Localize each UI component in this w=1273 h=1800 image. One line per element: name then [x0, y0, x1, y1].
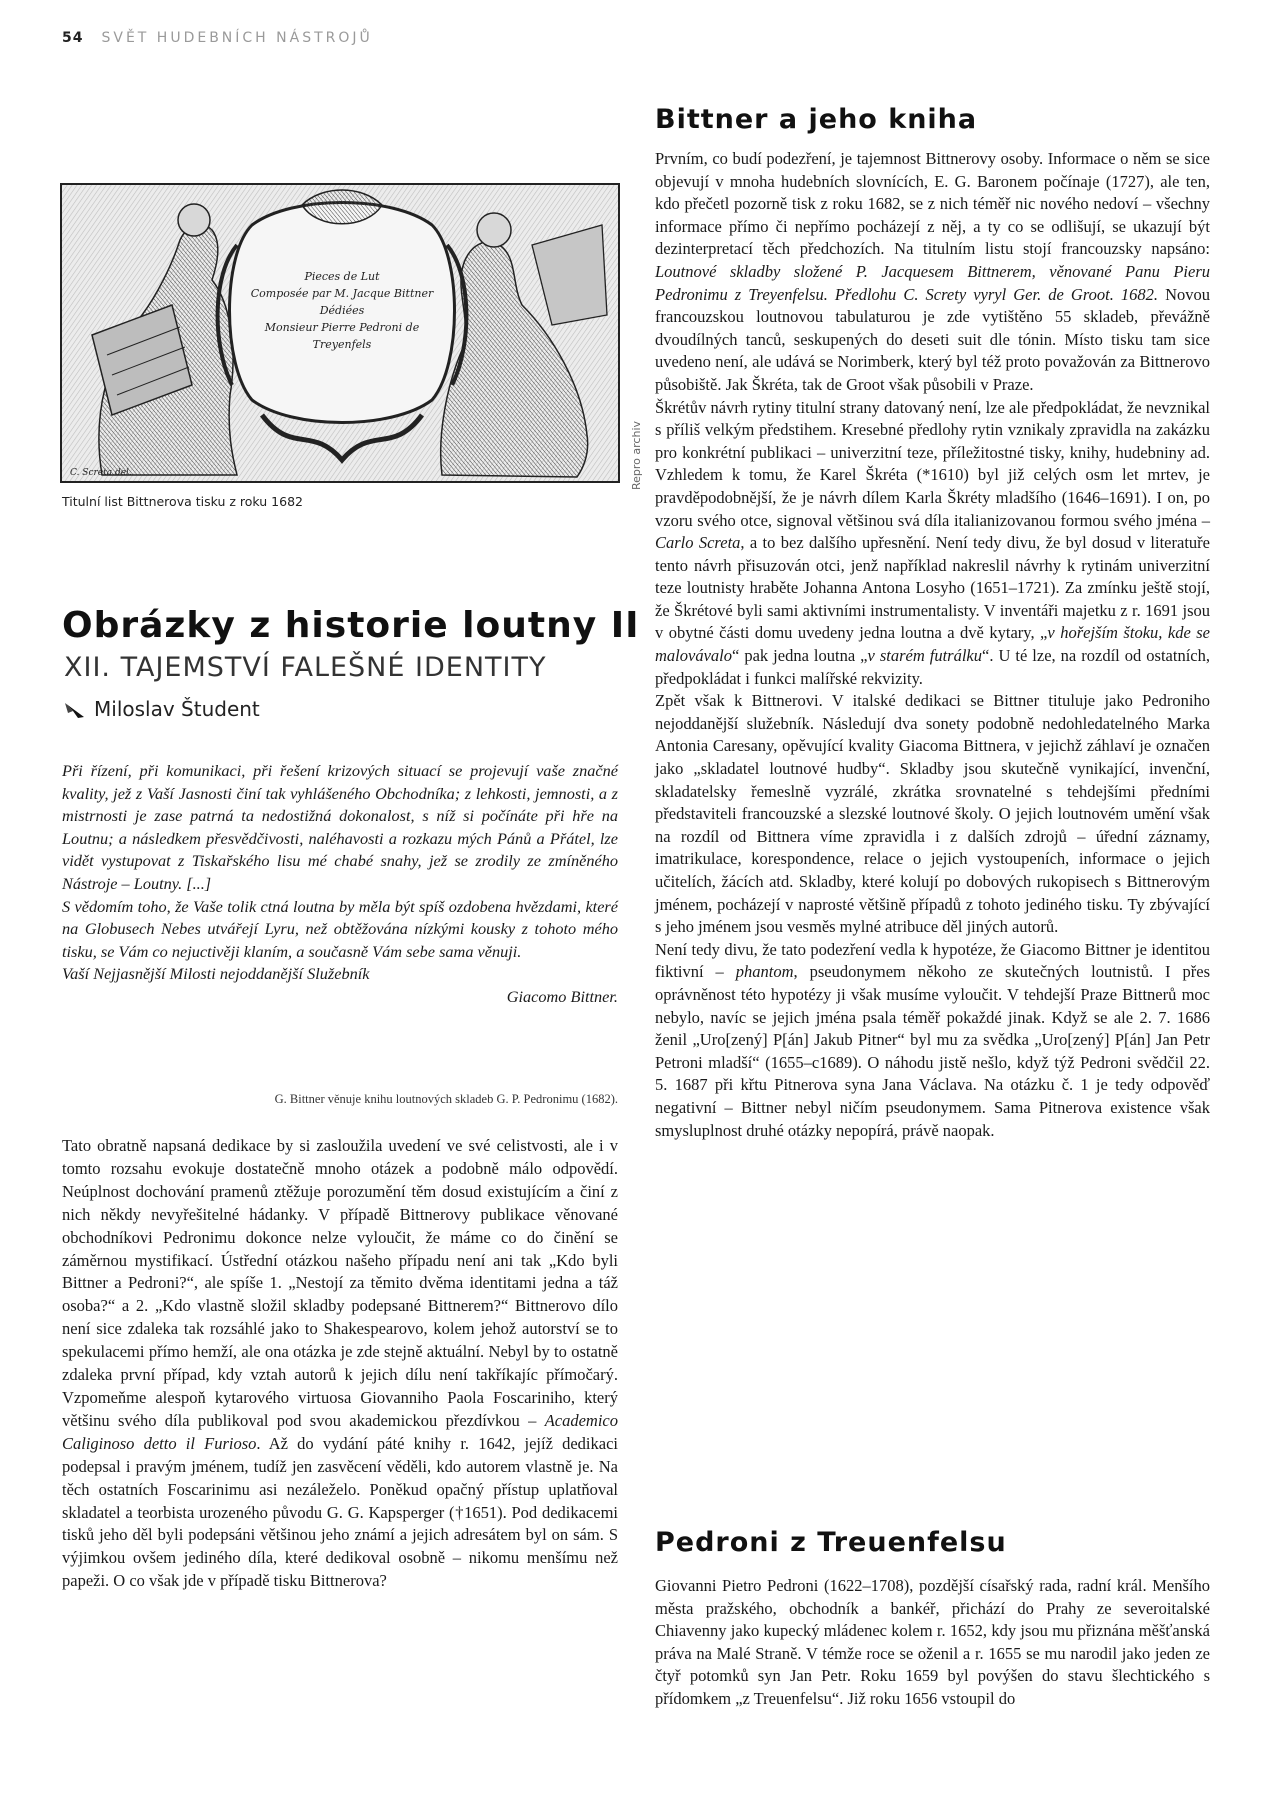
body-paragraph	[655, 148, 1210, 397]
text-run: “ pak jedna loutna „	[731, 646, 868, 666]
figure-caption: Titulní list Bittnerova tisku z roku 1682	[62, 494, 303, 509]
cartouche-line-3: Dédiées	[319, 304, 365, 317]
dedication-quote	[62, 760, 618, 1009]
engraving-illustration	[62, 185, 618, 481]
text-run: Škrétův návrh rytiny titulní strany datovaný není, lze ale předpokládat, že nevznikal s příliš velkým předstihem. Kresebné předlohy rytin vznikaly zpravidla na zakázku pro konkrétní publikaci – univerzitní teze, příležitostné tisky, knihy, hudebniny ad. Vzhledem k tomu, že Karel Škréta (*1610) byl již celých osm let mrtev, je pravděpodobnější, že je návrh dílem Karla Škréty mladšího (1646–1691). I on, po vzoru svého otce, signoval většinou svá díla italianizovanou formou svého jména –	[655, 397, 1210, 530]
text-run: . Až do vydání páté knihy r. 1642, jejíž dedikaci podepsal i pravým jménem, tudíž jen zasvěcení věděli, kdo autorem vlastně je. Na těch ostatních Foscarinimu asi nezáleželo. Poněkud opačný přístup uplatňoval skladatel a teorbista urozeného původu G. G. Kapsperger (†1651). Pod dedikacemi tisků jeho děl byli podepsáni většinou jeho známí a jejich adresátem byl on sám. S výjimkou ovšem jediného díla, které dedikoval osobně – nikomu menšímu než papeži. O co však jde v případě tisku Bittnerova?	[62, 1433, 618, 1591]
dedication-closing: Vaší Nejjasnější Milosti nejoddanější Služebník	[62, 964, 370, 984]
text-run: , pseudonymem někoho ze skutečných loutnistů. I přes oprávněnost této hypotézy ji však musíme vyloučit. V tehdejší Praze Bittnerů moc nebylo, navíc se jejich jména psala téměř pokaždé jinak. Když se ale 2. 7. 1686 ženil „Uro[zený] P[án] Jakub Pitner“ byl mu za svědka „Uro[zený] P[án] Jan Petr Petroni mladší“ (1655–c1689). O náhodu jistě nešlo, když týž Pedroni svědčil 22. 5. 1687 při křtu Pitnerova syna Jana Václava. Na otázku č. 1 je tedy odpověď negativní – Bittner nebyl ničím pseudonymem. Sama Pitnerova existence však smysluplnost druhé otázky nepopírá, právě naopak.	[655, 962, 1210, 1140]
magazine-section-title: SVĚT HUDEBNÍCH NÁSTROJŮ	[101, 30, 373, 46]
italic-run: v hořejším štoku, kde se malovávalo	[655, 623, 1211, 666]
engraver-mark: C. Screta del.	[70, 468, 132, 478]
body-paragraph	[62, 1135, 618, 1593]
cartouche-line-5: Treyenfels	[312, 338, 372, 351]
italic-run: Academico Caliginoso detto il Furioso	[62, 1410, 618, 1453]
body-paragraph	[655, 397, 1210, 691]
body-paragraph	[655, 939, 1210, 1142]
photo-credit-text: Repro archiv	[630, 420, 643, 490]
title-page-engraving	[60, 183, 620, 483]
section-heading-pedroni: Pedroni z Treuenfelsu	[655, 1527, 1007, 1558]
text-run: , a to bez dalšího upřesnění. Není tedy divu, že byl dosud v literatuře tento návrh přisuzován otci, jenž například nakreslil návrhy k rytinám univerzitní teze loutnisty hraběte Johanna Antona Losyho (1651–1721). Za zmínku ještě stojí, že Škrétové byli sami aktivními instrumentalisty. V inventáři majetku z r. 1691 jsou v obytné části domu uvedeny jedna loutna a dvě kytary, „	[655, 533, 1210, 643]
dedication-paragraph: S vědomím toho, že Vaše tolik ctná loutna by měla být spíš ozdobena hvězdami, které na Globusech Nebes utvářejí Lyru, než obtěžována nízkými kousky z tohoto mého tisku, se Vám co nejuctivěji klaním, a současně Vám sebe sama věnuji.	[62, 896, 618, 961]
body-paragraph: Zpět však k Bittnerovi. V italské dedikaci se Bittner tituluje jako Pedroniho nejoddanější služebník. Následují dva sonety podobně nedohledatelného Marka Antonia Caresany, opěvující kvality Giacoma Bittnera, v jejichž záhlaví je označen jako „skladatel loutnové hudby“. Skladby jsou skutečně vynikající, invenční, skladatelsky řemeslně vyzrálé, zkrátka srovnatelné s tehdejšími předními představiteli francouzské a slezské loutnové školy. O jejich loutnovém umění však na rozdíl od Bittnera víme zpravidla i z dalších zdrojů – úřední záznamy, imatrikulace, korespondence, relace o jejich vystoupeních, informace o jejich učitelích, žácích atd. Skladby, které kolují po dobových rukopisech s Bittnerovým jménem, pocházejí v naprosté většině případů z tohoto jediného tisku. Ty zbývající s jeho jménem jsou vesměs mylné atribuce děl jiných autorů.	[655, 691, 1210, 937]
text-run: Novou francouzskou loutnovou tabulaturou je zde vytištěno 55 skladeb, převážně dvoudílných tanců, seskupených do deseti suit dle tónin. Místo tisku tam sice uvedeno není, ale udává se Norimberk, který byl též proto považován za Bittnerovo působiště. Jak Škréta, tak de Groot však působili v Praze.	[655, 284, 1210, 394]
left-column-body	[62, 1135, 618, 1593]
italic-run: Loutnové skladby složené P. Jacquesem Bittnerem, věnované Panu Pieru Pedronimu z Treyenfelsu. Předlohu C. Screty vyryl Ger. de Groot. 1682.	[655, 261, 1210, 304]
section-heading-bittner: Bittner a jeho kniha	[655, 104, 978, 135]
body-paragraph: Giovanni Pietro Pedroni (1622–1708), pozdější císařský rada, radní král. Menšího města pražského, obchodník a bankéř, přichází do Prahy ze severoitalské Chiavenny jako kupecký mládenec kolem r. 1652, kdy jsou mu přiznána měšťanská práva na Malé Straně. V témže roce se oženil a r. 1655 se mu narodil jako jeden ze čtyř potomků syn Jan Petr. Roku 1659 byl povýšen do stavu šlechtického s přídomkem „z Treuenfelsu“. Již roku 1656 vstoupil do	[655, 1576, 1210, 1708]
italic-run: v starém futrálku	[867, 646, 982, 666]
text-run: Není tedy divu, že tato podezření vedla k hypotéze, že Giacomo Bittner je identitou fiktivní –	[655, 939, 1210, 982]
pen-icon	[64, 700, 86, 718]
cartouche-line-1: Pieces de Lut	[304, 270, 380, 283]
text-run: Prvním, co budí podezření, je tajemnost Bittnerovy osoby. Informace o něm se sice objevují v mnoha hudebních slovnících, E. G. Baronem počínaje (1727), ale ten, kdo přečetl pozorně tisk z roku 1682, se z nich téměř nic nového nedoví – všechny informace přímo či nepřímo pocházejí z něj, a ty co se odlišují, se ukazují být dezinterpretací těch předchozích. Na titulním listu stojí francouzsky napsáno:	[655, 149, 1210, 259]
italic-run: Carlo Screta	[655, 533, 741, 553]
running-header	[62, 30, 373, 46]
dedication-paragraph: Při řízení, při komunikaci, při řešení krizových situací se projevují vaše značné kvality, jež z Vaší Jasnosti činí tak vyhlášeného Obchodníka; z lehkosti, jemnosti, a z mistrnosti je zase patrná ta nedostižná dokonalost, s níž si počínáte při hře na Loutnu; a následkem přesvědčivosti, naléhavosti a rozkazu mých Pánů a Přátel, lze vidět vystupovat z Tiskařského lisu mé chabé snahy, jež se zrodily ze zmíněného Nástroje – Loutny. [...]	[62, 761, 618, 893]
text-run: Tato obratně napsaná dedikace by si zasloužila uvedení ve své celistvosti, ale i v tomto rozsahu evokuje dostatečně mnoho otázek a podobně málo odpovědí. Neúplnost dochování pramenů ztěžuje porozumění těm dosud existujícím a činí z nich někdy nevyřešitelné hádanky. V případě Bittnerovy publikace věnované obchodníkovi Pedronimu dokonce nelze vyloučit, že máme co do činění se záměrnou mystifikací. Ústřední otázkou našeho případu není ani tak „Kdo byli Bittner a Pedroni?“, ale spíše 1. „Nestojí za těmito dvěma identitami jedna a táž osoba?“ a 2. „Kdo vlastně složil skladby podepsané Bittnerem?“ Bittnerovo dílo není sice zdaleka tak rozsáhlé jako to Shakespearovo, kolem jehož autorství se to spekulacemi přímo hemží, ale ona otázka je zde stejně aktuální. Nebyl by to ostatně zdaleka první případ, kdy vztah autorů k jejich dílu není takříkajíc přímočarý. Vzpomeňme alespoň kytarového virtuosa Giovanniho Paola Foscariniho, který většinu svého díla publikoval pod svou akademickou přezdívkou –	[62, 1136, 618, 1430]
dedication-signature: Giacomo Bittner.	[506, 986, 618, 1006]
cartouche-line-2: Composée par M. Jacque Bittner	[250, 287, 434, 300]
cartouche-line-4: Monsieur Pierre Pedroni de	[264, 321, 420, 334]
page-number: 54	[62, 30, 84, 46]
article-subtitle: XII. TAJEMSTVÍ FALEŠNÉ IDENTITY	[64, 652, 547, 683]
section-pedroni-body	[655, 1575, 1210, 1711]
dedication-source-note: G. Bittner věnuje knihu loutnových skladeb G. P. Pedronimu (1682).	[274, 1092, 618, 1106]
author-name: Miloslav Študent	[94, 697, 260, 721]
italic-run: phantom	[735, 962, 794, 982]
author-line	[64, 697, 260, 721]
section-bittner-body	[655, 148, 1210, 1142]
photo-credit	[630, 390, 644, 500]
article-title: Obrázky z historie loutny II	[62, 605, 640, 646]
text-run: “. U té lze, na rozdíl od ostatních, předpokládat i funkci malířské rekvizity.	[655, 646, 1210, 688]
